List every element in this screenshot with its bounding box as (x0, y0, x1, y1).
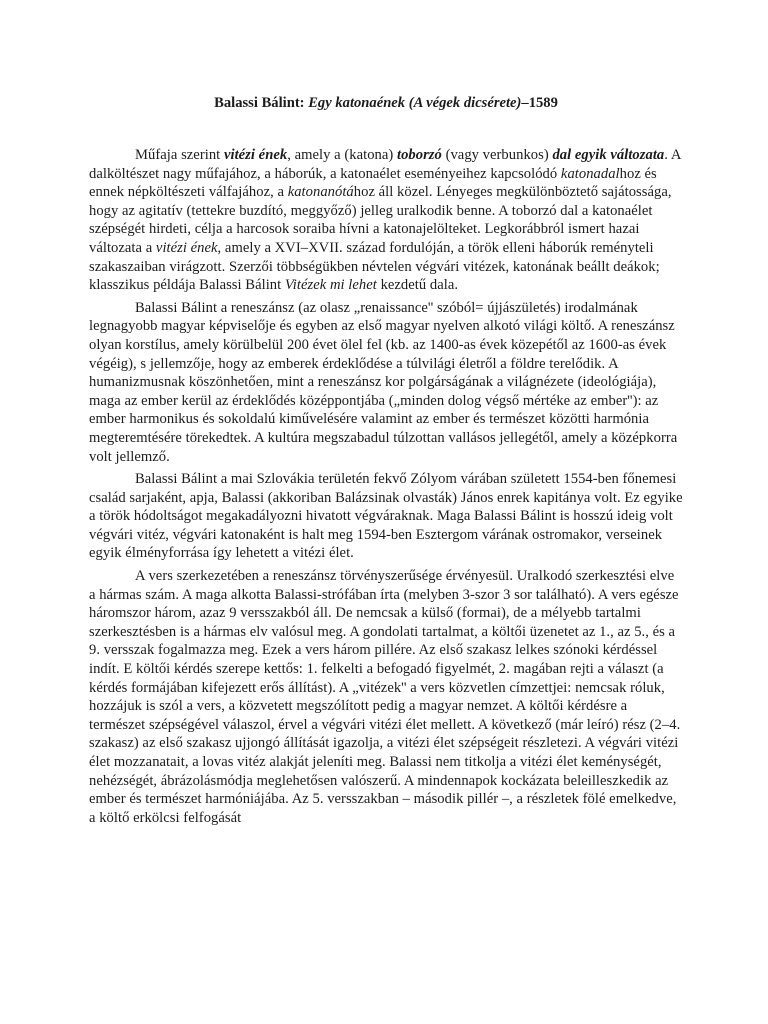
text-segment: . A dalköltészet nagy műfajához, a háborúk, a katonaélet eseményeihez kapcsolódó (89, 147, 681, 182)
text-segment: vitézi ének (223, 147, 288, 163)
text-segment: Vitézek mi lehet (284, 277, 377, 294)
text-segment: kezdetű dala. (376, 277, 459, 294)
text-segment: dal egyik változata (552, 147, 665, 163)
text-segment: Balassi Bálint a mai Szlovákia területén fekvő Zólyom várában született 1554-ben főnemesi család sarjaként, apja, Balassi (akkoriban Balázsinak olvasták) János enrek kapitánya volt. Ez egyike a török hódoltságot megakadályozni hivatott végváraknak. Maga Balassi Bálint is hosszú ideig volt végvári vitéz, végvári katonaként is halt meg 1594-ben Esztergom várának ostromakor, verseinek egyik élményforrása így lehetett a vitézi élet. (89, 471, 683, 562)
paragraph (89, 470, 683, 563)
text-segment: , amely a (katona) (287, 147, 397, 163)
text-segment: katonadal (560, 165, 620, 182)
title-segment: Egy katonaének (A végek dicsérete) (308, 95, 522, 111)
document-title (89, 94, 683, 112)
text-segment: vitézi ének (155, 239, 218, 256)
text-segment: hoz és ennek népköltészeti válfajához, a (89, 165, 657, 201)
paragraph (89, 567, 683, 827)
text-segment: hoz áll közel. Lényeges megkülönböztető sajátossága, hogy az agitatív (tettekre buzdító, meggyőző) jelleg uralkodik benne. A toborzó dal a katonaélet szépségét hirdeti, célja a harcosok soraiba hívni a katonajelölteket. Legkorábbról ismert hazai változata a (89, 184, 672, 256)
title-segment: Balassi Bálint: (214, 95, 309, 111)
document-body (89, 146, 683, 827)
text-segment: Balassi Bálint a reneszánsz (az olasz „renaissance'' szóból= újjászületés) irodalmának legnagyobb magyar képviselője és egyben az első magyar nyelven alkotó világi költő. A reneszánsz olyan korstílus, amely körülbelül 200 évet ölel fel (kb. az 1400-as évek közepétől az 1600-as évek végéig), s jellemzője, hogy az emberek érdeklődése a túlvilági életről a földre terelődik. A humanizmusnak köszönhetően, mint a reneszánsz kor polgárságának a világnézete (ideológiája), maga az ember kerül az érdeklődés középpontjába („minden dolog végső mértéke az ember''): az ember harmonikus és sokoldalú kiművelésére valamint az ember és természet közötti harmónia megteremtésére törekedtek. A kultúra megszabadul túlzottan vallásos jellegétől, amely a középkorra volt jellemző. (89, 299, 678, 465)
title-segment: –1589 (521, 95, 558, 111)
text-segment: (vagy verbunkos) (441, 147, 553, 163)
text-segment: Műfaja szerint (135, 147, 224, 163)
paragraph (89, 146, 683, 295)
text-segment: A vers szerkezetében a reneszánsz törvényszerűsége érvényesül. Uralkodó szerkesztési elve a hármas szám. A maga alkotta Balassi-strófában írta (melyben 3-szor 3 sor található). A vers egésze háromszor három, azaz 9 versszakból áll. De nemcsak a külső (formai), de a mélyebb tartalmi szerkesztésben is a hármas elv valósul meg. A gondolati tartalmat, a költői üzenetet az 1., az 5., és a 9. versszak fogalmazza meg. Ezek a vers három pillére. Az első szakasz lelkes szónoki kérdéssel indít. E költői kérdés szerepe kettős: 1. felkelti a befogadó figyelmét, 2. magában rejti a választ (a kérdés formájában kifejezett erős állítást). A „vitézek'' a vers közvetlen címzettjei: nemcsak róluk, hozzájuk is szól a vers, a közvetett megszólított pedig a magyar nemzet. A költői kérdésre a természet szépségével válaszol, érvel a végvári vitézi élet mellett. A következő (már leíró) rész (2–4. szakasz) az első szakasz ujjongó állítását igazolja, a vitézi élet szépségeit részletezi. A végvári vitézi élet mozzanatait, a lovas vitéz alakját jeleníti meg. Balassi nem titkolja a vitézi élet keménységét, nehézségét, ábrázolásmódja meglehetősen valószerű. A mindennapok kockázata beleilleszkedik az ember és természet harmóniájába. Az 5. versszakban – második pillér –, a részletek fölé emelkedve, a költő erkölcsi felfogását (89, 568, 681, 826)
text-segment: , amely a XVI–XVII. század fordulóján, a török elleni háborúk reményteli szakaszaiban virágzott. Szerzői többségükben névtelen végvári vitézek, katonának beállt deákok; klasszikus példája Balassi Bálint (89, 239, 660, 294)
text-segment: katonanótá (287, 184, 354, 201)
paragraph (89, 299, 683, 466)
text-segment: toborzó (396, 147, 442, 163)
